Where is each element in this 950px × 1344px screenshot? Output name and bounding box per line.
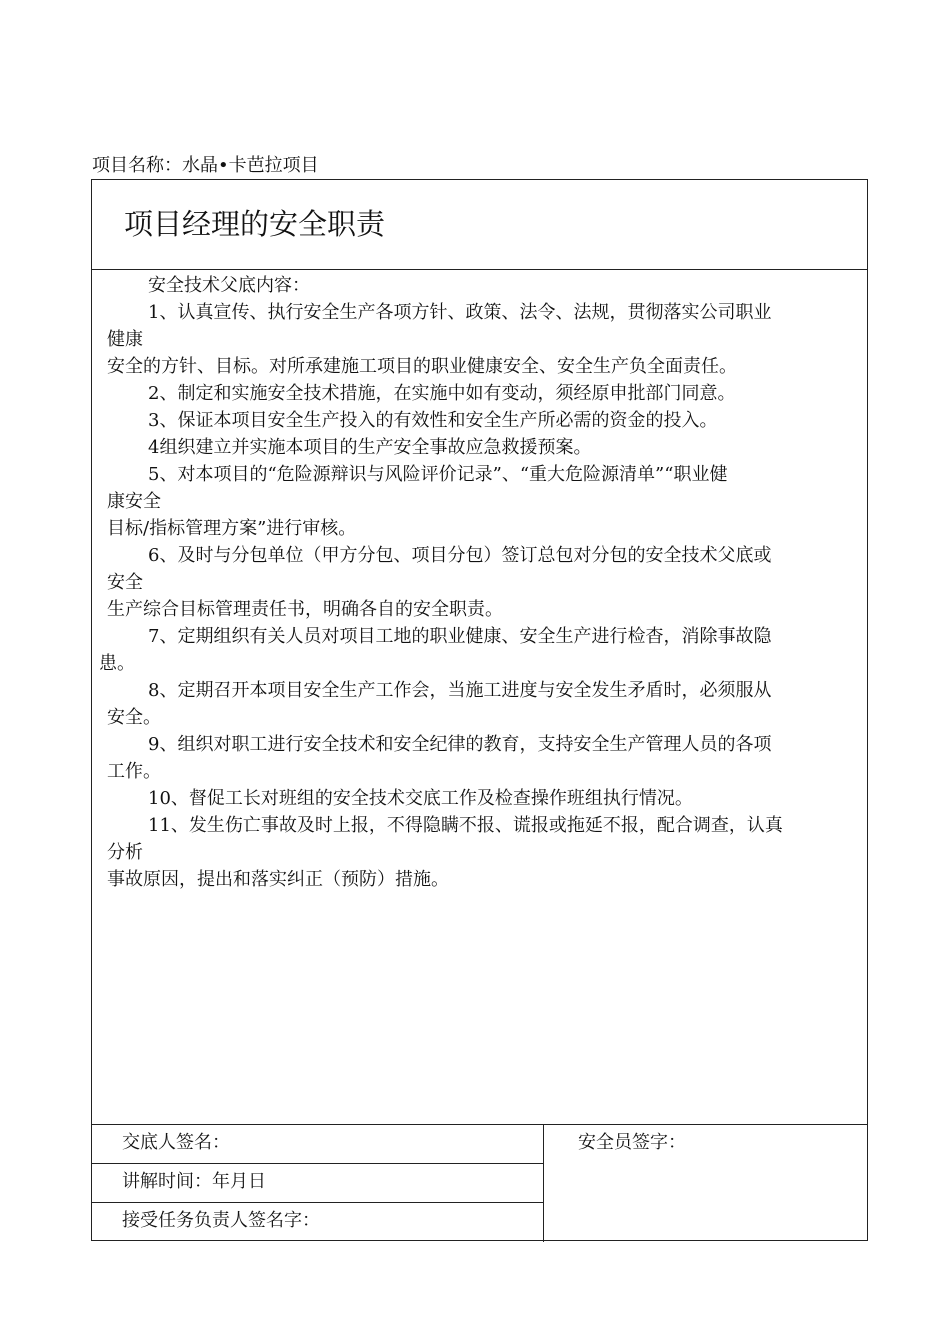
title-row [92,180,867,270]
safety-officer-signature-label: 安全员签字： [578,1132,686,1153]
content-line: 安全。 [107,707,161,728]
content-line: 工作。 [107,761,161,782]
content-line: 1、认真宣传、执行安全生产各项方针、政策、法令、法规，贯彻落实公司职业 [148,302,772,323]
content-section [92,270,867,1125]
signature-section [92,1125,867,1242]
content-line: 康安全 [107,491,161,512]
content-line: 目标/指标管理方案”进行审核。 [107,518,357,539]
signature-left-column [92,1125,544,1242]
project-name-line: 项目名称：水晶•卡芭拉项目 [92,155,319,176]
receiver-signature-label: 接受任务负责人签名字： [122,1210,320,1231]
content-line: 生产综合目标管理责任书，明确各自的安全职责。 [107,599,503,620]
content-line: 事故原因，提出和落实纠正（预防）措施。 [107,869,449,890]
content-line: 9、组织对职工进行安全技术和安全纪律的教育，支持安全生产管理人员的各项 [148,734,772,755]
content-line: 6、及时与分包单位（甲方分包、项目分包）签订总包对分包的安全技术父底或 [148,545,772,566]
content-line: 11、发生伤亡事故及时上报，不得隐瞒不报、谎报或拖延不报，配合调查，认真 [148,815,783,836]
content-line: 2、制定和实施安全技术措施，在实施中如有变动，须经原申批部门同意。 [148,383,736,404]
briefing-time-row [92,1164,543,1203]
receiver-signature-row [92,1203,543,1242]
presenter-signature-row [92,1125,543,1164]
content-line: 分析 [107,842,143,863]
presenter-signature-label: 交底人签名： [122,1132,230,1153]
form-title: 项目经理的安全职责 [124,207,386,241]
content-line: 安全的方针、目标。对所承建施工项目的职业健康安全、安全生产负全面责任。 [107,356,737,377]
content-line: 5、对本项目的“危险源辩识与风险评价记录”、“重大危险源清单”“职业健 [148,464,728,485]
safety-briefing-form [91,179,868,1241]
content-line: 7、定期组织有关人员对项目工地的职业健康、安全生产进行检杳，消除事故隐 [148,626,772,647]
content-line: 健康 [107,329,143,350]
briefing-time-label: 讲解时间：年月日 [122,1171,266,1192]
content-line: 患。 [99,653,135,674]
content-label: 安全技术父底内容： [148,275,310,296]
content-line: 安全 [107,572,143,593]
content-line: 4组织建立并实施本项目的生产安全事故应急救援预案。 [148,437,592,458]
content-line: 10、督促工长对班组的安全技术交底工作及检查操作班组执行情况。 [148,788,693,809]
content-line: 3、保证本项目安全生产投入的有效性和安全生产所必需的资金的投入。 [148,410,718,431]
content-line: 8、定期召开本项目安全生产工作会，当施工进度与安全发生矛盾时，必须服从 [148,680,772,701]
